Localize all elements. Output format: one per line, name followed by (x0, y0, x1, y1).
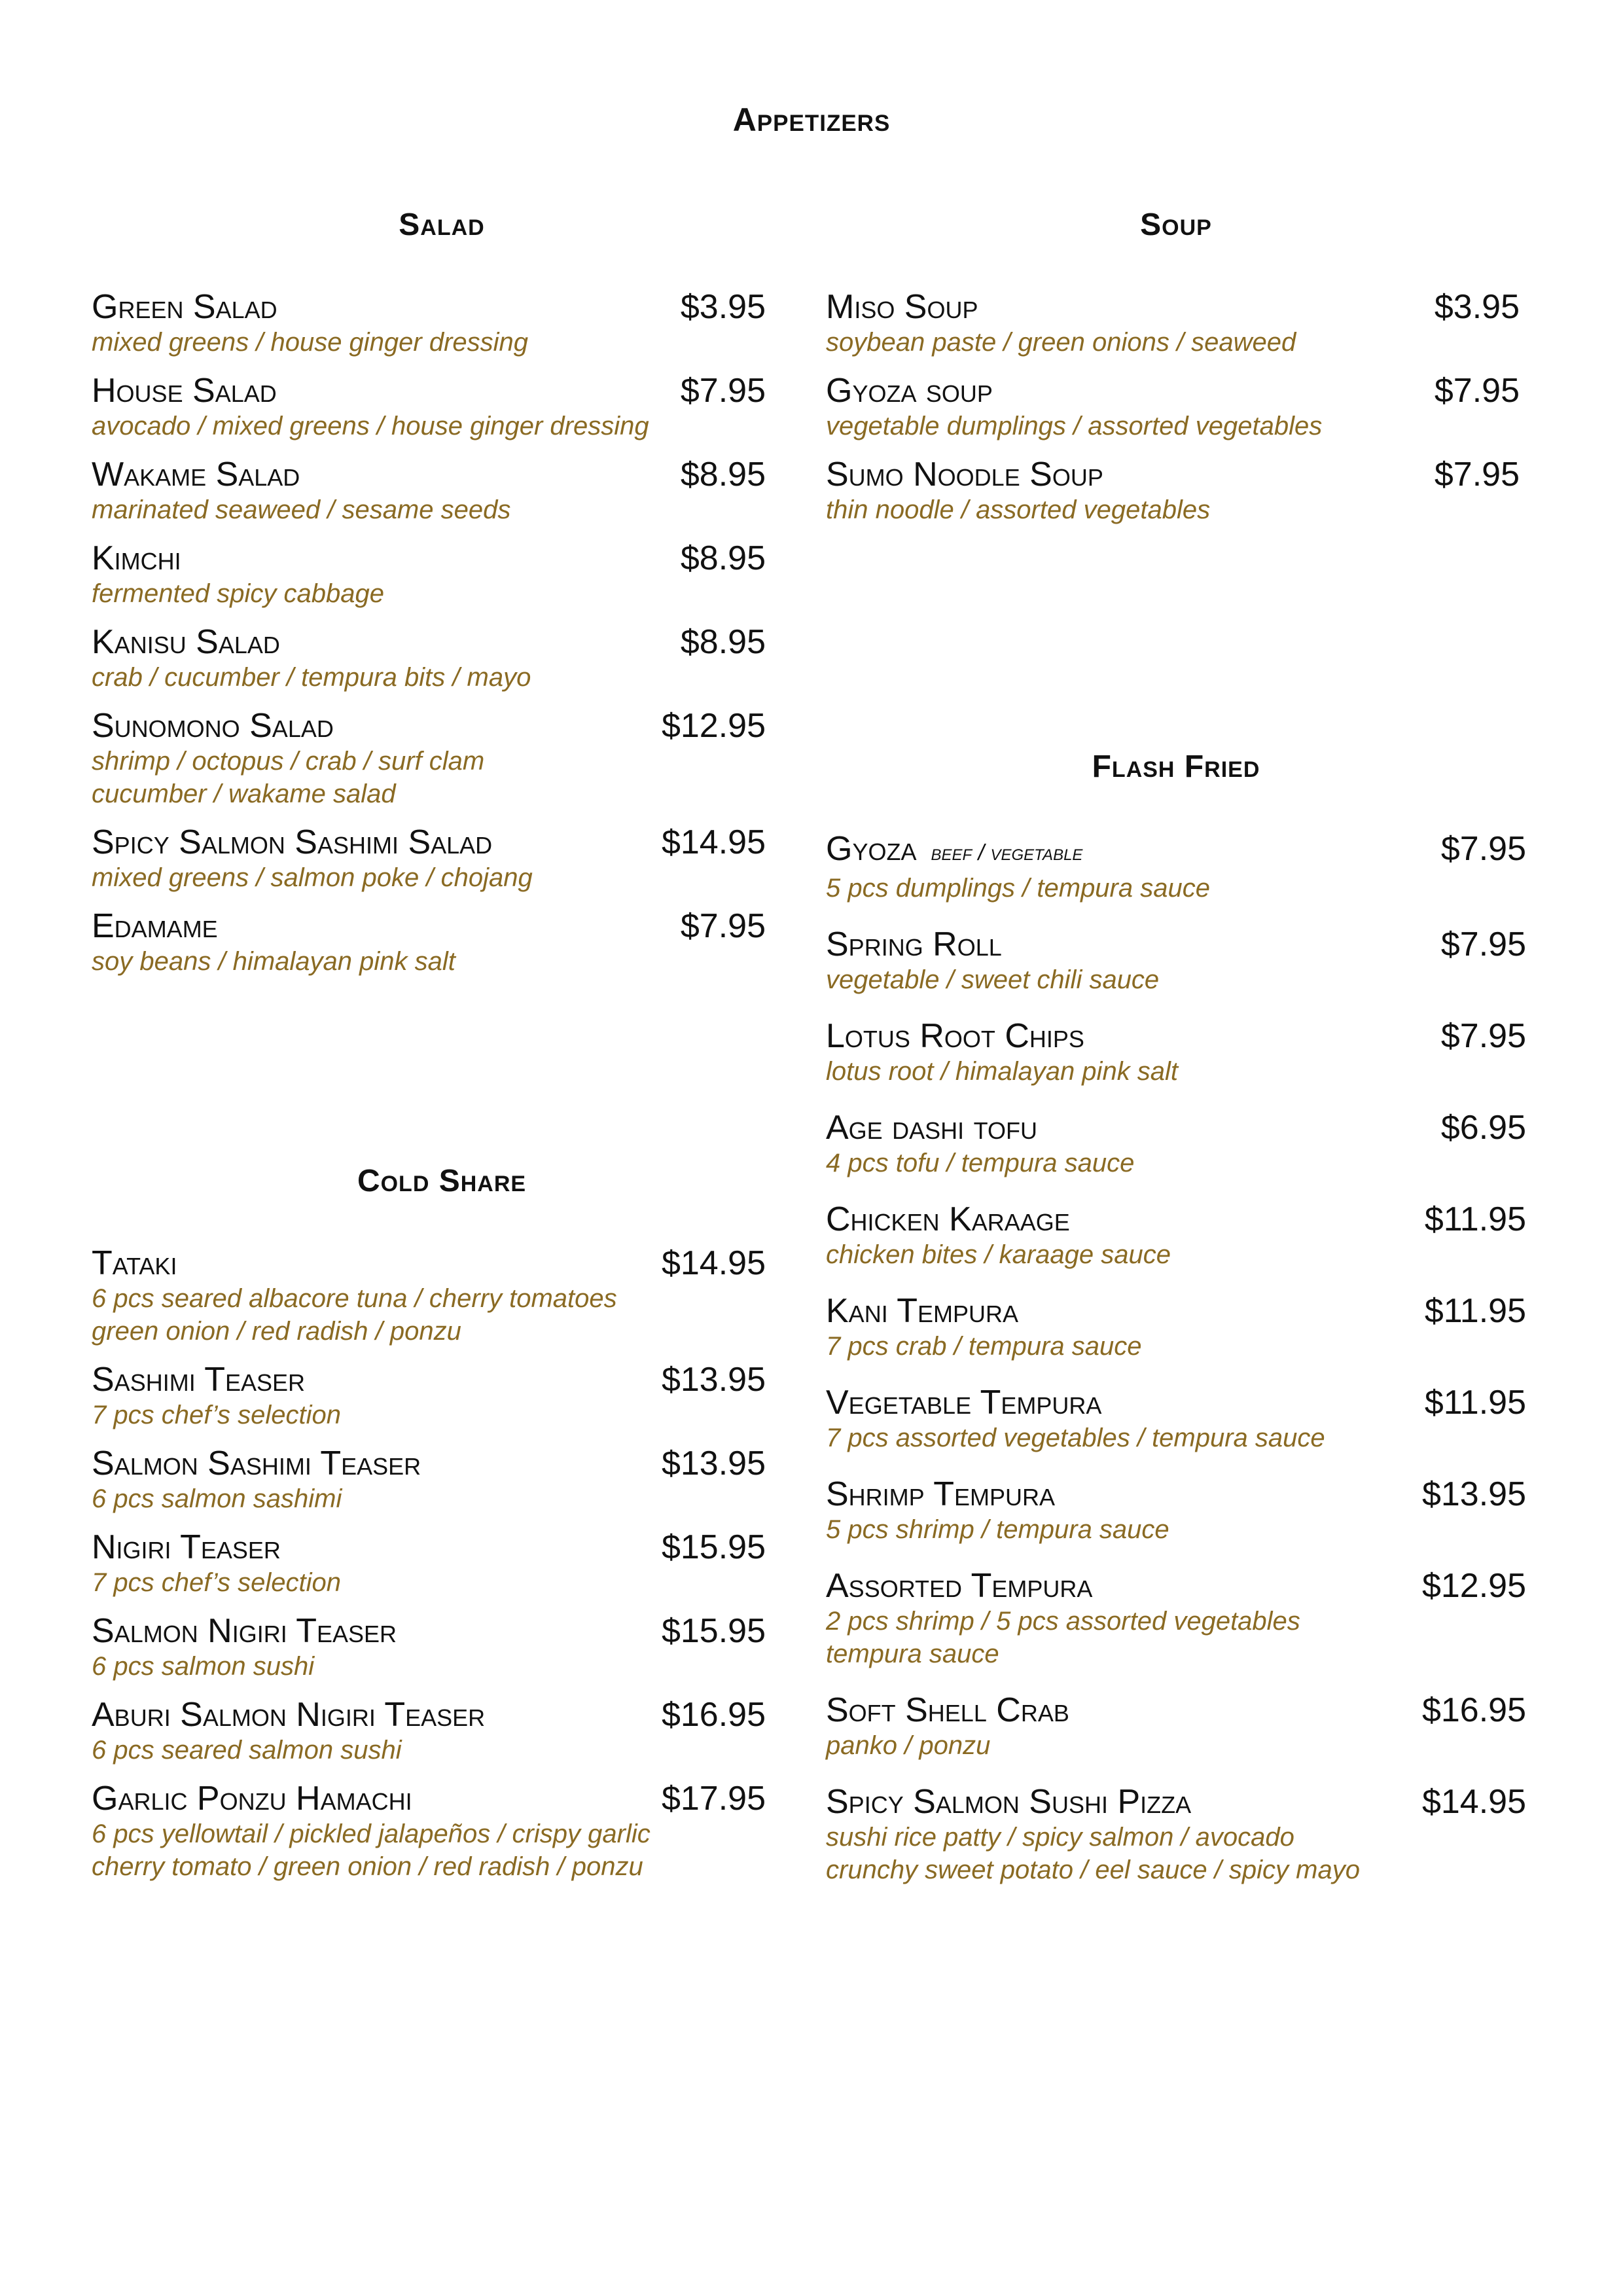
item-price: $13.95 (1421, 1475, 1526, 1513)
item-name: Spring Roll (826, 925, 1002, 963)
section-soup (826, 209, 1526, 539)
section-cold-share (92, 1166, 792, 1896)
item-price: $7.95 (1434, 372, 1520, 410)
item-price: $7.95 (1440, 925, 1526, 963)
item-price: $16.95 (1421, 1691, 1526, 1729)
item-description: soy beans / himalayan pink salt (92, 947, 455, 976)
item-description: 2 pcs shrimp / 5 pcs assorted vegetables tempura sauce (826, 1607, 1300, 1668)
item-price: $12.95 (661, 707, 766, 745)
item-variant-tag: beef / vegetable (931, 840, 1083, 865)
item-name: Spicy Salmon Sushi Pizza (826, 1783, 1192, 1821)
menu-item (92, 1780, 792, 1883)
item-name: House Salad (92, 372, 277, 410)
item-price: $11.95 (1424, 1200, 1526, 1238)
menu-item (826, 925, 1526, 996)
item-description: crab / cucumber / tempura bits / mayo (92, 663, 531, 692)
item-description: 6 pcs yellowtail / pickled jalapeños / crispy garlic cherry tomato / green onion / red radish / ponzu (92, 1820, 651, 1881)
menu-item (92, 623, 792, 694)
item-price: $7.95 (680, 907, 766, 945)
section-title-soup: Soup (1140, 207, 1212, 242)
item-price: $3.95 (680, 288, 766, 326)
item-description: 4 pcs tofu / tempura sauce (826, 1149, 1135, 1177)
menu-item (92, 707, 792, 810)
menu-item (826, 1783, 1526, 1886)
item-price: $6.95 (1440, 1109, 1526, 1147)
menu-item (92, 372, 792, 442)
item-description: avocado / mixed greens / house ginger dressing (92, 412, 649, 440)
item-price: $7.95 (1440, 830, 1526, 868)
item-description: marinated seaweed / sesame seeds (92, 495, 511, 524)
menu-item (826, 1567, 1526, 1670)
item-name: Aburi Salmon Nigiri Teaser (92, 1696, 486, 1734)
item-description: 6 pcs salmon sashimi (92, 1484, 342, 1513)
item-name: Vegetable Tempura (826, 1384, 1102, 1422)
item-name: Nigiri Teaser (92, 1528, 281, 1566)
menu-item (826, 372, 1526, 442)
menu-item (826, 1292, 1526, 1363)
section-flash-fried (826, 751, 1526, 1907)
item-description: shrimp / octopus / crab / surf clam cucumber / wakame salad (92, 747, 485, 808)
item-name: Garlic Ponzu Hamachi (92, 1780, 412, 1818)
item-price: $14.95 (661, 823, 766, 861)
item-price: $14.95 (661, 1244, 766, 1282)
menu-item (826, 1384, 1526, 1454)
item-name: Lotus Root Chips (826, 1017, 1084, 1055)
menu-item (826, 1475, 1526, 1546)
menu-item (92, 288, 792, 359)
item-description: sushi rice patty / spicy salmon / avocado crunchy sweet potato / eel sauce / spicy mayo (826, 1823, 1360, 1884)
item-description: 5 pcs shrimp / tempura sauce (826, 1515, 1169, 1544)
menu-item (92, 1444, 792, 1515)
section-salad (92, 209, 792, 991)
item-name: Salmon Nigiri Teaser (92, 1612, 397, 1650)
item-name: Assorted Tempura (826, 1567, 1093, 1605)
menu-item (826, 288, 1526, 359)
item-description: soybean paste / green onions / seaweed (826, 328, 1296, 357)
item-name: Shrimp Tempura (826, 1475, 1055, 1513)
item-name: Miso Soup (826, 288, 978, 326)
menu-item (826, 830, 1526, 905)
menu-item (92, 907, 792, 978)
menu-item (826, 1017, 1526, 1088)
item-description: 6 pcs seared salmon sushi (92, 1736, 402, 1765)
item-name: Kimchi (92, 539, 181, 577)
item-name: Sashimi Teaser (92, 1361, 306, 1399)
item-description: 7 pcs chef’s selection (92, 1401, 341, 1429)
item-price: $15.95 (661, 1612, 766, 1650)
item-name: Edamame (92, 907, 218, 945)
item-description: 7 pcs assorted vegetables / tempura sauce (826, 1424, 1325, 1452)
item-price: $13.95 (661, 1361, 766, 1399)
menu-item (92, 823, 792, 894)
menu-item (92, 456, 792, 526)
item-description: 6 pcs salmon sushi (92, 1652, 315, 1681)
item-description: lotus root / himalayan pink salt (826, 1057, 1179, 1086)
item-price: $7.95 (1434, 456, 1520, 493)
item-price: $12.95 (1421, 1567, 1526, 1605)
item-description: 6 pcs seared albacore tuna / cherry tomatoes green onion / red radish / ponzu (92, 1284, 617, 1346)
item-description: thin noodle / assorted vegetables (826, 495, 1211, 524)
item-name: Spicy Salmon Sashimi Salad (92, 823, 493, 861)
menu-item (92, 1361, 792, 1431)
item-name: Wakame Salad (92, 456, 300, 493)
item-name: Tataki (92, 1244, 177, 1282)
item-price: $14.95 (1421, 1783, 1526, 1821)
menu-item (826, 1109, 1526, 1179)
item-price: $15.95 (661, 1528, 766, 1566)
item-description: mixed greens / house ginger dressing (92, 328, 529, 357)
item-name: Kanisu Salad (92, 623, 280, 661)
item-name: Gyoza (826, 830, 917, 868)
item-price: $11.95 (1424, 1292, 1526, 1330)
item-name: Gyoza soup (826, 372, 993, 410)
menu-item (826, 1200, 1526, 1271)
item-name: Age dashi tofu (826, 1109, 1037, 1147)
item-name: Sunomono Salad (92, 707, 334, 745)
item-price: $8.95 (680, 456, 766, 493)
item-description: mixed greens / salmon poke / chojang (92, 863, 533, 892)
item-description: panko / ponzu (826, 1731, 991, 1760)
item-description: fermented spicy cabbage (92, 579, 384, 608)
item-price: $11.95 (1424, 1384, 1526, 1422)
item-price: $13.95 (661, 1444, 766, 1482)
menu-item (92, 1244, 792, 1348)
item-price: $8.95 (680, 623, 766, 661)
item-name-with-tag (826, 830, 1082, 872)
item-description: 7 pcs chef’s selection (92, 1568, 341, 1597)
item-name: Chicken Karaage (826, 1200, 1070, 1238)
item-description: vegetable / sweet chili sauce (826, 965, 1160, 994)
item-description: vegetable dumplings / assorted vegetables (826, 412, 1323, 440)
page-title: Appetizers (732, 101, 891, 138)
menu-item (92, 539, 792, 610)
item-name: Sumo Noodle Soup (826, 456, 1103, 493)
item-name: Green Salad (92, 288, 277, 326)
item-price: $16.95 (661, 1696, 766, 1734)
item-name: Kani Tempura (826, 1292, 1018, 1330)
section-title-flash-fried: Flash Fried (1092, 749, 1260, 784)
menu-item (92, 1528, 792, 1599)
item-price: $8.95 (680, 539, 766, 577)
item-price: $17.95 (661, 1780, 766, 1818)
menu-item (92, 1612, 792, 1683)
item-description: 7 pcs crab / tempura sauce (826, 1332, 1142, 1361)
section-title-cold-share: Cold Share (357, 1164, 527, 1198)
item-name: Salmon Sashimi Teaser (92, 1444, 421, 1482)
section-title-salad: Salad (399, 207, 485, 242)
menu-item (826, 1691, 1526, 1762)
menu-item (826, 456, 1526, 526)
item-price: $7.95 (680, 372, 766, 410)
item-description: chicken bites / karaage sauce (826, 1240, 1171, 1269)
item-price: $3.95 (1434, 288, 1520, 326)
item-description: 5 pcs dumplings / tempura sauce (826, 874, 1210, 903)
item-name: Soft Shell Crab (826, 1691, 1069, 1729)
item-price: $7.95 (1440, 1017, 1526, 1055)
menu-item (92, 1696, 792, 1767)
